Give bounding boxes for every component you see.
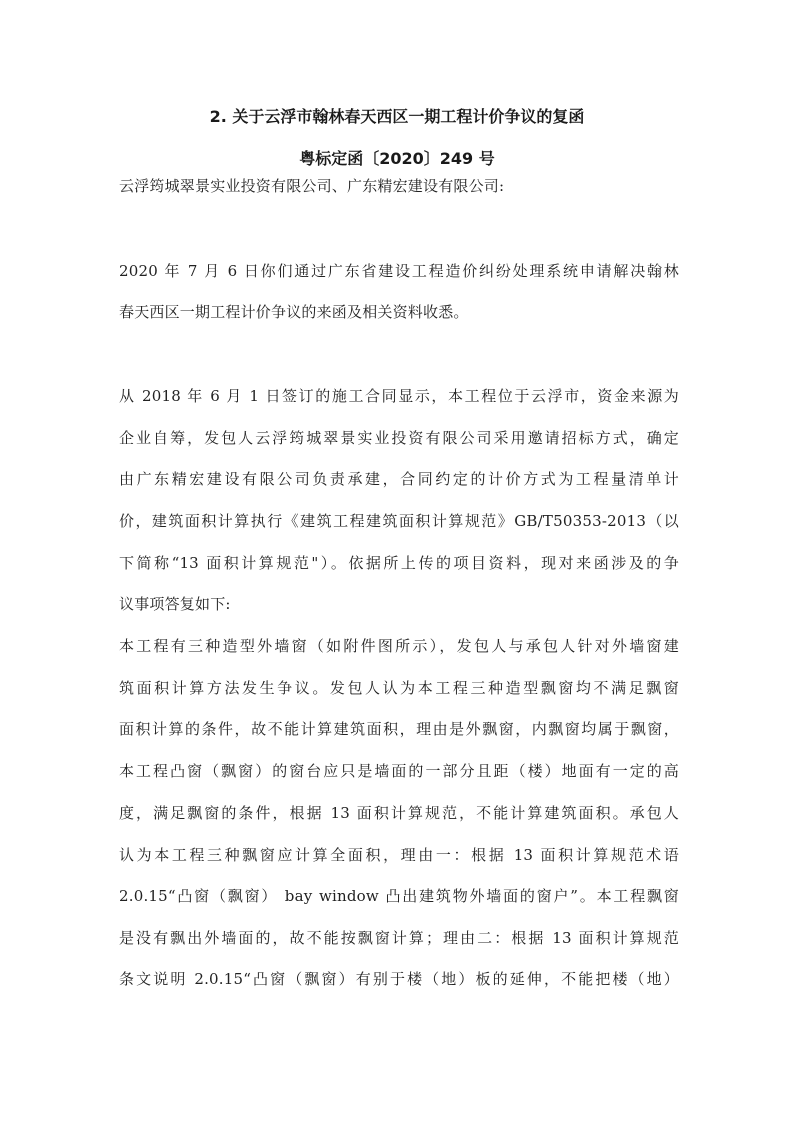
paragraph-line: 2.0.15“凸窗（飘窗） bay window 凸出建筑物外墙面的窗户”。本工程飘窗 [119,887,679,905]
paragraph-line: 2020 年 7 月 6 日你们通过广东省建设工程造价纠纷处理系统申请解决翰林 [119,262,679,280]
paragraph-line: 面积计算的条件，故不能计算建筑面积，理由是外飘窗，内飘窗均属于飘窗， [119,720,679,738]
paragraph-line: 本工程有三种造型外墙窗（如附件图所示），发包人与承包人针对外墙窗建 [119,637,679,655]
paragraph-line: 筑面积计算方法发生争议。发包人认为本工程三种造型飘窗均不满足飘窗 [119,679,679,697]
paragraph-line: 认为本工程三种飘窗应计算全面积，理由一：根据 13 面积计算规范术语 [119,846,679,864]
paragraph-line: 议事项答复如下: [119,595,231,613]
paragraph-line: 下简称“13 面积计算规范"）。依据所上传的项目资料，现对来函涉及的争 [119,554,679,572]
paragraph-line: 由广东精宏建设有限公司负责承建，合同约定的计价方式为工程量清单计 [119,470,679,488]
paragraph-line: 度，满足飘窗的条件，根据 13 面积计算规范，不能计算建筑面积。承包人 [119,804,679,822]
paragraph-line: 价，建筑面积计算执行《建筑工程建筑面积计算规范》GB/T50353-2013（以 [119,512,679,530]
addressee-line: 云浮筠城翠景实业投资有限公司、广东精宏建设有限公司: [119,177,505,195]
paragraph-line: 本工程凸窗（飘窗）的窗台应只是墙面的一部分且距（楼）地面有一定的高 [119,762,679,780]
paragraph-line: 条文说明 2.0.15“凸窗（飘窗）有别于楼（地）板的延伸，不能把楼（地） [119,970,679,988]
paragraph-line: 从 2018 年 6 月 1 日签订的施工合同显示，本工程位于云浮市，资金来源为 [119,387,679,405]
document-title: 2. 关于云浮市翰林春天西区一期工程计价争议的复函 [209,107,585,126]
paragraph-line: 企业自筹，发包人云浮筠城翠景实业投资有限公司采用邀请招标方式，确定 [119,429,679,447]
paragraph-line: 是没有飘出外墙面的，故不能按飘窗计算；理由二：根据 13 面积计算规范 [119,929,679,947]
paragraph-line: 春天西区一期工程计价争议的来函及相关资料收悉。 [119,303,469,321]
document-number: 粤标定函〔2020〕249 号 [299,149,495,168]
